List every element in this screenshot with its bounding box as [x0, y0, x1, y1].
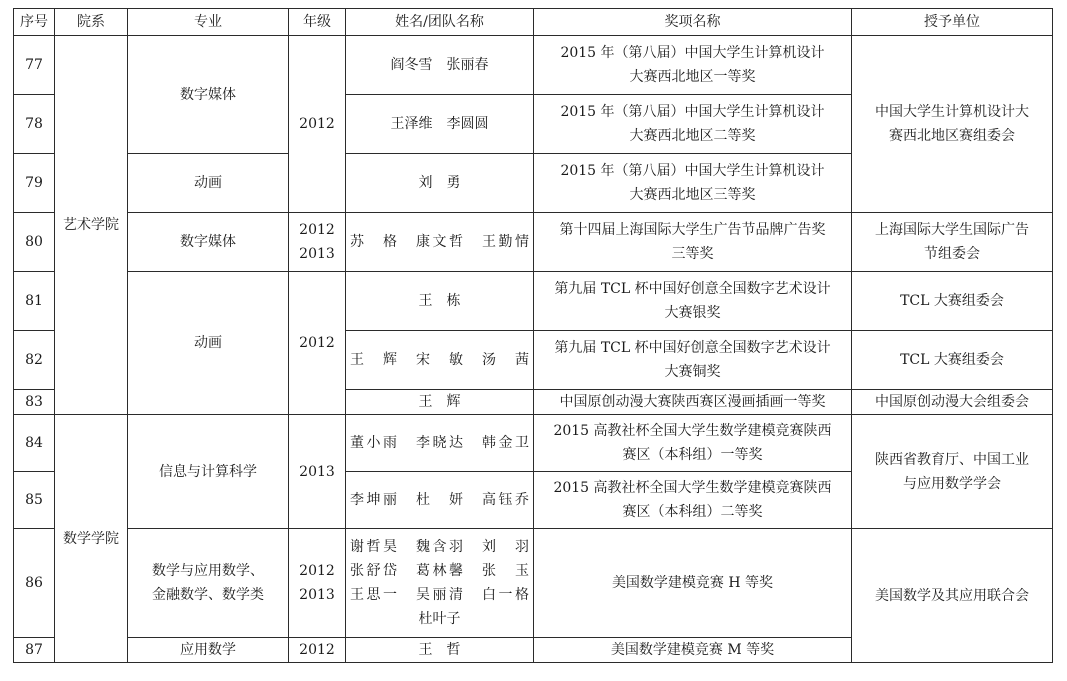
header-row	[14, 9, 1053, 36]
name-line: 李坤丽 杜 妍 高钰乔	[350, 492, 529, 508]
grade-line: 2013	[299, 587, 335, 603]
major-cell: 数字媒体	[128, 213, 289, 272]
award-cell	[534, 638, 852, 663]
major-cell: 动画	[128, 154, 289, 213]
award-line: 赛区（本科组）二等奖	[622, 504, 763, 520]
award-cell	[534, 331, 852, 390]
table-row	[14, 529, 1053, 638]
name-cell	[346, 472, 534, 529]
name-line: 杜叶子	[418, 611, 461, 627]
name-cell	[346, 36, 534, 95]
name-cell	[346, 331, 534, 390]
issuer-cell	[852, 213, 1053, 272]
grade-cell: 2012	[289, 638, 346, 663]
row-index: 83	[14, 390, 55, 415]
row-index: 77	[14, 36, 55, 95]
grade-cell: 2012	[289, 272, 346, 415]
issuer-line: 节组委会	[924, 246, 980, 262]
award-line: 大赛西北地区一等奖	[629, 69, 756, 85]
table-row	[14, 213, 1053, 272]
issuer-line: 赛西北地区赛组委会	[889, 128, 1015, 144]
award-line: 第九届 TCL 杯中国好创意全国数字艺术设计	[554, 281, 831, 297]
name-line: 王 哲	[418, 642, 461, 658]
award-line: 2015 高教社杯全国大学生数学建模竞赛陕西	[553, 480, 832, 496]
header-index: 序号	[14, 9, 55, 36]
major-cell	[128, 529, 289, 638]
row-index: 86	[14, 529, 55, 638]
name-cell	[346, 638, 534, 663]
grade-line: 2013	[299, 246, 335, 262]
name-line: 董小雨 李晓达 韩金卫	[350, 435, 529, 451]
grade-line: 2012	[299, 222, 335, 238]
row-index: 87	[14, 638, 55, 663]
header-award: 奖项名称	[534, 9, 852, 36]
name-line: 王泽维 李圆圆	[390, 116, 489, 132]
header-name: 姓名/团队名称	[346, 9, 534, 36]
major-cell: 应用数学	[128, 638, 289, 663]
award-line: 2015 高教社杯全国大学生数学建模竞赛陕西	[553, 423, 832, 439]
name-cell	[346, 529, 534, 638]
major-line: 数学与应用数学、	[152, 563, 264, 579]
name-cell	[346, 95, 534, 154]
header-dept: 院系	[55, 9, 128, 36]
award-cell	[534, 95, 852, 154]
row-index: 80	[14, 213, 55, 272]
award-line: 2015 年（第八届）中国大学生计算机设计	[560, 104, 825, 120]
award-cell	[534, 529, 852, 638]
issuer-line: 与应用数学学会	[903, 475, 1001, 492]
issuer-cell: TCL 大赛组委会	[852, 272, 1053, 331]
name-line: 王 辉	[418, 394, 461, 410]
award-cell	[534, 154, 852, 213]
grade-cell	[289, 213, 346, 272]
table-row	[14, 36, 1053, 95]
issuer-cell	[852, 415, 1053, 529]
name-cell	[346, 213, 534, 272]
row-index: 78	[14, 95, 55, 154]
name-line: 张舒岱 葛林馨 张 玉	[350, 563, 529, 579]
major-cell: 数字媒体	[128, 36, 289, 154]
row-index: 81	[14, 272, 55, 331]
award-cell	[534, 213, 852, 272]
award-line: 大赛西北地区三等奖	[629, 187, 756, 203]
issuer-cell	[852, 36, 1053, 213]
issuer-cell: TCL 大赛组委会	[852, 331, 1053, 390]
name-cell	[346, 415, 534, 472]
header-grade: 年级	[289, 9, 346, 36]
award-line: 2015 年（第八届）中国大学生计算机设计	[560, 45, 825, 61]
dept-cell-math: 数学学院	[55, 415, 128, 663]
major-line: 金融数学、数学类	[152, 587, 264, 603]
row-index: 84	[14, 415, 55, 472]
award-line: 大赛银奖	[664, 305, 721, 321]
award-line: 大赛西北地区二等奖	[629, 128, 756, 144]
issuer-cell: 中国原创动漫大会组委会	[852, 390, 1053, 415]
grade-line: 2012	[299, 563, 335, 579]
award-cell	[534, 415, 852, 472]
row-index: 85	[14, 472, 55, 529]
award-line: 第九届 TCL 杯中国好创意全国数字艺术设计	[554, 340, 831, 356]
major-cell: 动画	[128, 272, 289, 415]
awards-table-container	[13, 8, 1053, 663]
name-line: 刘 勇	[418, 175, 461, 191]
name-line: 王 栋	[418, 293, 461, 309]
table-row	[14, 272, 1053, 331]
row-index: 79	[14, 154, 55, 213]
award-line: 三等奖	[671, 246, 714, 262]
award-line: 美国数学建模竞赛 H 等奖	[611, 575, 774, 591]
row-index: 82	[14, 331, 55, 390]
name-line: 苏 格 康文哲 王勤情	[350, 234, 529, 250]
grade-cell	[289, 529, 346, 638]
issuer-cell: 美国数学及其应用联合会	[852, 529, 1053, 663]
issuer-line: 陕西省教育厅、中国工业	[875, 451, 1029, 468]
award-line: 赛区（本科组）一等奖	[622, 447, 763, 463]
awards-table	[13, 8, 1053, 663]
award-line: 大赛铜奖	[664, 364, 721, 380]
award-line: 第十四届上海国际大学生广告节品牌广告奖	[559, 222, 826, 238]
header-issuer: 授予单位	[852, 9, 1053, 36]
name-cell	[346, 390, 534, 415]
award-cell	[534, 272, 852, 331]
award-cell	[534, 36, 852, 95]
name-cell	[346, 154, 534, 213]
award-line: 美国数学建模竞赛 M 等奖	[610, 642, 775, 658]
name-line: 阎冬雪 张丽春	[390, 57, 489, 73]
major-cell: 信息与计算科学	[128, 415, 289, 529]
award-cell	[534, 472, 852, 529]
header-major: 专业	[128, 9, 289, 36]
issuer-line: 中国大学生计算机设计大	[875, 104, 1029, 120]
award-line: 2015 年（第八届）中国大学生计算机设计	[560, 163, 825, 179]
name-cell	[346, 272, 534, 331]
dept-cell-art: 艺术学院	[55, 36, 128, 415]
name-line: 王 辉 宋 敏 汤 茜	[350, 352, 529, 368]
name-line: 谢哲昊 魏含羽 刘 羽	[350, 539, 529, 555]
table-row	[14, 415, 1053, 472]
name-line: 王思一 吴丽清 白一格	[350, 587, 529, 603]
award-cell	[534, 390, 852, 415]
issuer-line: 上海国际大学生国际广告	[875, 222, 1029, 238]
grade-cell: 2013	[289, 415, 346, 529]
award-line: 中国原创动漫大赛陕西赛区漫画插画一等奖	[559, 394, 826, 410]
grade-cell: 2012	[289, 36, 346, 213]
